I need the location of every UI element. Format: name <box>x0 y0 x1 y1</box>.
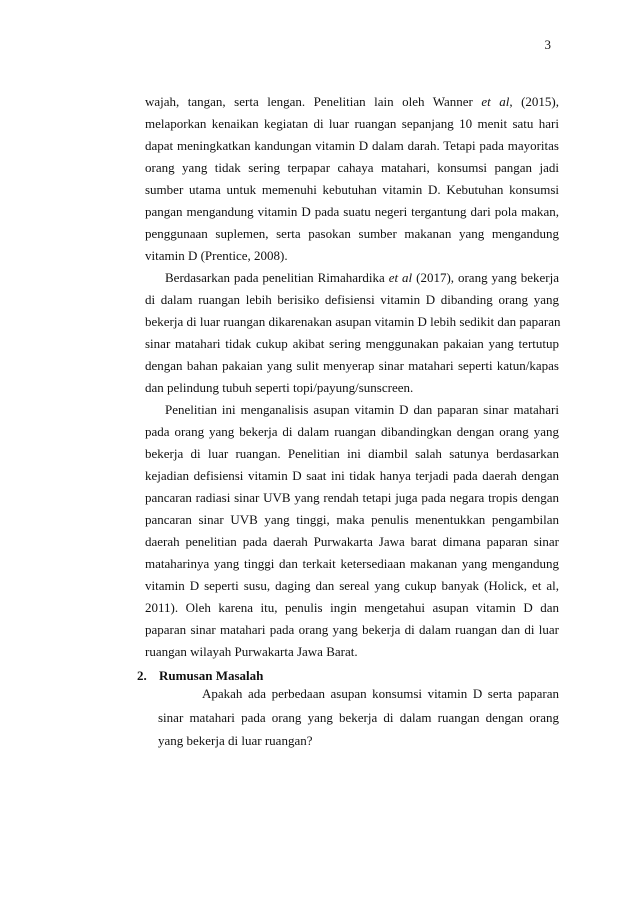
text-line: pangan mengandung vitamin D pada suatu negeri tergantung dari pola makan, <box>145 204 559 219</box>
text-line: penggunaan suplemen, serta pasokan sumber makanan yang mengandung <box>145 226 559 241</box>
text-line: dapat meningkatkan kandungan vitamin D dalam darah. Tetapi pada mayoritas <box>145 138 559 153</box>
text-line: yang bekerja di luar ruangan? <box>158 733 313 748</box>
text-line: orang yang tidak sering terpapar cahaya matahari, konsumsi pangan jadi <box>145 160 559 175</box>
text-line: paparan sinar matahari pada orang yang bekerja di dalam ruangan dan di luar <box>145 622 559 637</box>
page-number: 3 <box>544 37 551 52</box>
italic-citation: et al <box>388 270 413 285</box>
text-line: pada orang yang bekerja di dalam ruangan dibandingkan dengan orang yang <box>145 424 559 439</box>
text-line: di dalam ruangan lebih berisiko defisiensi vitamin D dibanding orang yang <box>145 292 559 307</box>
text-line: bekerja di luar ruangan. Penelitian ini diambil salah satunya berdasarkan <box>145 446 559 461</box>
text-line: sinar matahari tidak cukup akibat sering menggunakan pakaian yang tertutup <box>145 336 559 351</box>
section-number: 2. <box>137 668 147 683</box>
text-line: kejadian defisiensi vitamin D saat ini tidak hanya terjadi pada daerah dengan <box>145 468 559 483</box>
italic-citation: et al <box>481 94 510 109</box>
text-line: wajah, tangan, serta lengan. Penelitian lain oleh Wanner et al, (2015), <box>145 94 559 109</box>
text-line: pancaran radiasi sinar UVB yang rendah tetapi juga pada negara tropis dengan <box>145 490 559 505</box>
section-heading <box>137 668 263 684</box>
text-line: sinar matahari pada orang yang bekerja di dalam ruangan dengan orang <box>158 710 559 725</box>
text-line: bekerja di luar ruangan dikarenakan asupan vitamin D lebih sedikit dan paparan <box>145 314 561 329</box>
text-line: Apakah ada perbedaan asupan konsumsi vitamin D serta paparan <box>202 686 559 701</box>
text-line: pancaran sinar UVB yang tinggi, maka penulis menentukkan pengambilan <box>145 512 559 527</box>
text-line: ruangan wilayah Purwakarta Jawa Barat. <box>145 644 358 659</box>
text-line: mataharinya yang tinggi dan terkait ketersediaan makanan yang mengandung <box>145 556 559 571</box>
text-line: vitamin D seperti susu, daging dan sereal yang cukup banyak (Holick, et al, <box>145 578 559 593</box>
text-line: dan pelindung tubuh seperti topi/payung/sunscreen. <box>145 380 414 395</box>
text-line: daerah penelitian pada daerah Purwakarta Jawa barat dimana paparan sinar <box>145 534 559 549</box>
text-line: melaporkan kenaikan kegiatan di luar ruangan sepanjang 10 menit satu hari <box>145 116 559 131</box>
text-line: sumber utama untuk memenuhi kebutuhan vitamin D. Kebutuhan konsumsi <box>145 182 559 197</box>
text-line: Penelitian ini menganalisis asupan vitamin D dan paparan sinar matahari <box>165 402 559 417</box>
text-line: 2011). Oleh karena itu, penulis ingin mengetahui asupan vitamin D dan <box>145 600 559 615</box>
section-title: Rumusan Masalah <box>159 668 264 683</box>
text-line: Berdasarkan pada penelitian Rimahardika et al (2017), orang yang bekerja <box>165 270 559 285</box>
text-line: vitamin D (Prentice, 2008). <box>145 248 288 263</box>
text-line: dengan bahan pakaian yang sulit menyerap sinar matahari seperti katun/kapas <box>145 358 559 373</box>
